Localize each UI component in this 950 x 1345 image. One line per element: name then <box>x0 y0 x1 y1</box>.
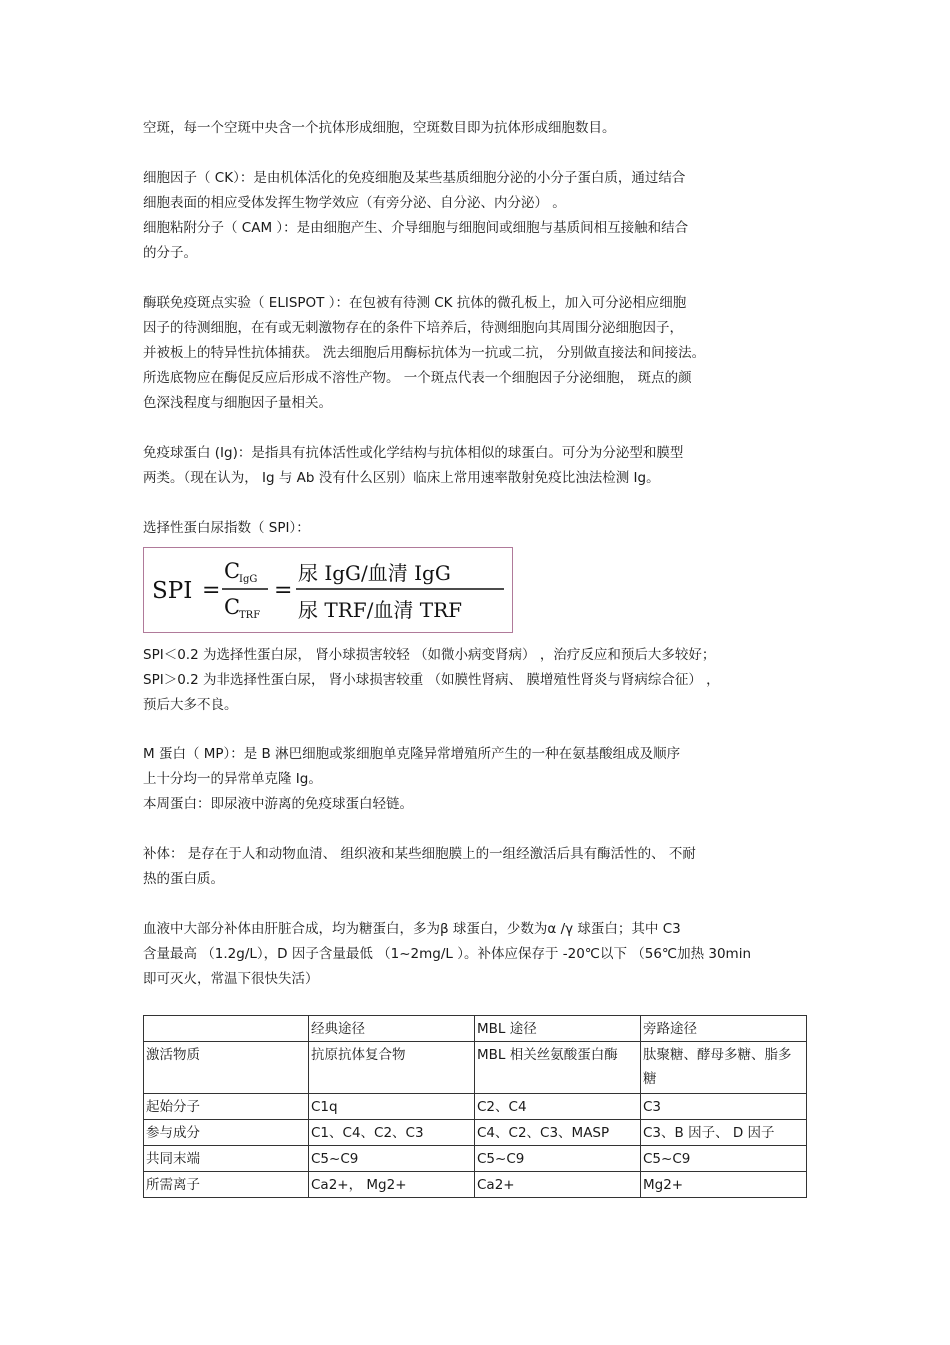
spi-formula <box>143 547 513 633</box>
text-line: 细胞粘附分子（ CAM ）：是由细胞产生、介导细胞与细胞间或细胞与基质间相互接触和结合 <box>143 220 689 236</box>
text-line: 细胞表面的相应受体发挥生物学效应（有旁分泌、自分泌、内分泌） 。 <box>143 195 566 211</box>
table-cell: C5~C9 <box>475 1146 641 1172</box>
text-line: 细胞因子（ CK）：是由机体活化的免疫细胞及某些基质细胞分泌的小分子蛋白质，通过结合 <box>143 170 686 186</box>
text-line: 两类。（现在认为， Ig 与 Ab 没有什么区别）临床上常用速率散射免疫比浊法检测 Ig。 <box>143 470 660 486</box>
table-cell: C5~C9 <box>641 1146 807 1172</box>
text-line: 的分子。 <box>143 245 197 261</box>
table-cell: 抗原抗体复合物 <box>309 1042 475 1094</box>
table-cell: MBL 相关丝氨酸蛋白酶 <box>475 1042 641 1094</box>
formula-equals: = <box>202 578 221 603</box>
table-cell: Mg2+ <box>641 1172 807 1198</box>
table-row <box>144 1172 807 1198</box>
table-header-cell: 经典途径 <box>309 1016 475 1042</box>
text-line: 免疫球蛋白 (Ig)：是指具有抗体活性或化学结构与抗体相似的球蛋白。可分为分泌型和膜型 <box>143 445 684 461</box>
table-cell: C5~C9 <box>309 1146 475 1172</box>
table-cell: C3、B 因子、 D 因子 <box>641 1120 807 1146</box>
table-row <box>144 1094 807 1120</box>
text-line: M 蛋白（ MP）：是 B 淋巴细胞或浆细胞单克隆异常增殖所产生的一种在氨基酸组成及顺序 <box>143 746 681 762</box>
table-header-cell: 旁路途径 <box>641 1016 807 1042</box>
table-cell: C2、C4 <box>475 1094 641 1120</box>
table-cell: 参与成分 <box>144 1120 309 1146</box>
table-cell: 共同末端 <box>144 1146 309 1172</box>
table-cell: 肽聚糖、酵母多糖、脂多糖 <box>641 1042 807 1094</box>
text-line: 因子的待测细胞，在有或无刺激物存在的条件下培养后，待测细胞向其周围分泌细胞因子， <box>143 320 683 336</box>
table-row <box>144 1042 807 1094</box>
text-line: 本周蛋白：即尿液中游离的免疫球蛋白轻链。 <box>143 796 413 812</box>
table-header-cell: MBL 途径 <box>475 1016 641 1042</box>
spi-formula-graphic <box>144 548 511 631</box>
complement-pathway-table <box>143 1015 807 1198</box>
table-cell: C1、C4、C2、C3 <box>309 1120 475 1146</box>
table-header-cell <box>144 1016 309 1042</box>
table-cell: 所需离子 <box>144 1172 309 1198</box>
text-line: 预后大多不良。 <box>143 697 238 713</box>
text-line: 选择性蛋白尿指数（ SPI）： <box>143 520 310 536</box>
text-line: 血液中大部分补体由肝脏合成，均为糖蛋白，多为β 球蛋白，少数为α /γ 球蛋白；其中 C3 <box>143 921 681 937</box>
text-line: 色深浅程度与细胞因子量相关。 <box>143 395 332 411</box>
formula-rhs-num: 尿 IgG/血清 IgG <box>298 561 451 585</box>
formula-rhs-den: 尿 TRF/血清 TRF <box>298 598 463 622</box>
formula-num-c: C <box>224 559 241 583</box>
formula-num-sub: IgG <box>239 574 258 585</box>
table-cell: Ca2+， Mg2+ <box>309 1172 475 1198</box>
table-cell: C1q <box>309 1094 475 1120</box>
table-row <box>144 1120 807 1146</box>
text-line: 热的蛋白质。 <box>143 871 224 887</box>
text-line: 即可灭火，常温下很快失活） <box>143 971 319 987</box>
text-line: SPI＞0.2 为非选择性蛋白尿， 肾小球损害较重 （如膜性肾病、 膜增殖性肾炎与肾病综合征） ， <box>143 672 720 688</box>
text-line: 并被板上的特异性抗体捕获。 洗去细胞后用酶标抗体为一抗或二抗， 分别做直接法和间接法。 <box>143 345 706 361</box>
table-cell: C4、C2、C3、MASP <box>475 1120 641 1146</box>
table-cell: Ca2+ <box>475 1172 641 1198</box>
text-line: 所选底物应在酶促反应后形成不溶性产物。 一个斑点代表一个细胞因子分泌细胞， 斑点的颜 <box>143 370 692 386</box>
text-line: 空斑，每一个空斑中央含一个抗体形成细胞，空斑数目即为抗体形成细胞数目。 <box>143 120 616 136</box>
text-line: 含量最高 （1.2g/L），D 因子含量最低 （1~2mg/L ）。补体应保存于 -20℃以下 （56℃加热 30min <box>143 946 752 962</box>
formula-lhs: SPI <box>152 578 193 604</box>
formula-equals-2: = <box>274 578 293 603</box>
text-line: 上十分均一的异常单克隆 Ig。 <box>143 771 322 787</box>
formula-den-sub: TRF <box>239 610 261 621</box>
formula-den-c: C <box>224 595 241 619</box>
table-header-row <box>144 1016 807 1042</box>
text-line: SPI＜0.2 为选择性蛋白尿， 肾小球损害较轻 （如微小病变肾病） ，治疗反应和预后大多较好； <box>143 647 716 663</box>
text-line: 补体： 是存在于人和动物血清、 组织液和某些细胞膜上的一组经激活后具有酶活性的、 不耐 <box>143 846 696 862</box>
table-cell: 激活物质 <box>144 1042 309 1094</box>
text-line: 酶联免疫斑点实验（ ELISPOT ）：在包被有待测 CK 抗体的微孔板上，加入可分泌相应细胞 <box>143 295 687 311</box>
table-cell: C3 <box>641 1094 807 1120</box>
table-row <box>144 1146 807 1172</box>
table-cell: 起始分子 <box>144 1094 309 1120</box>
